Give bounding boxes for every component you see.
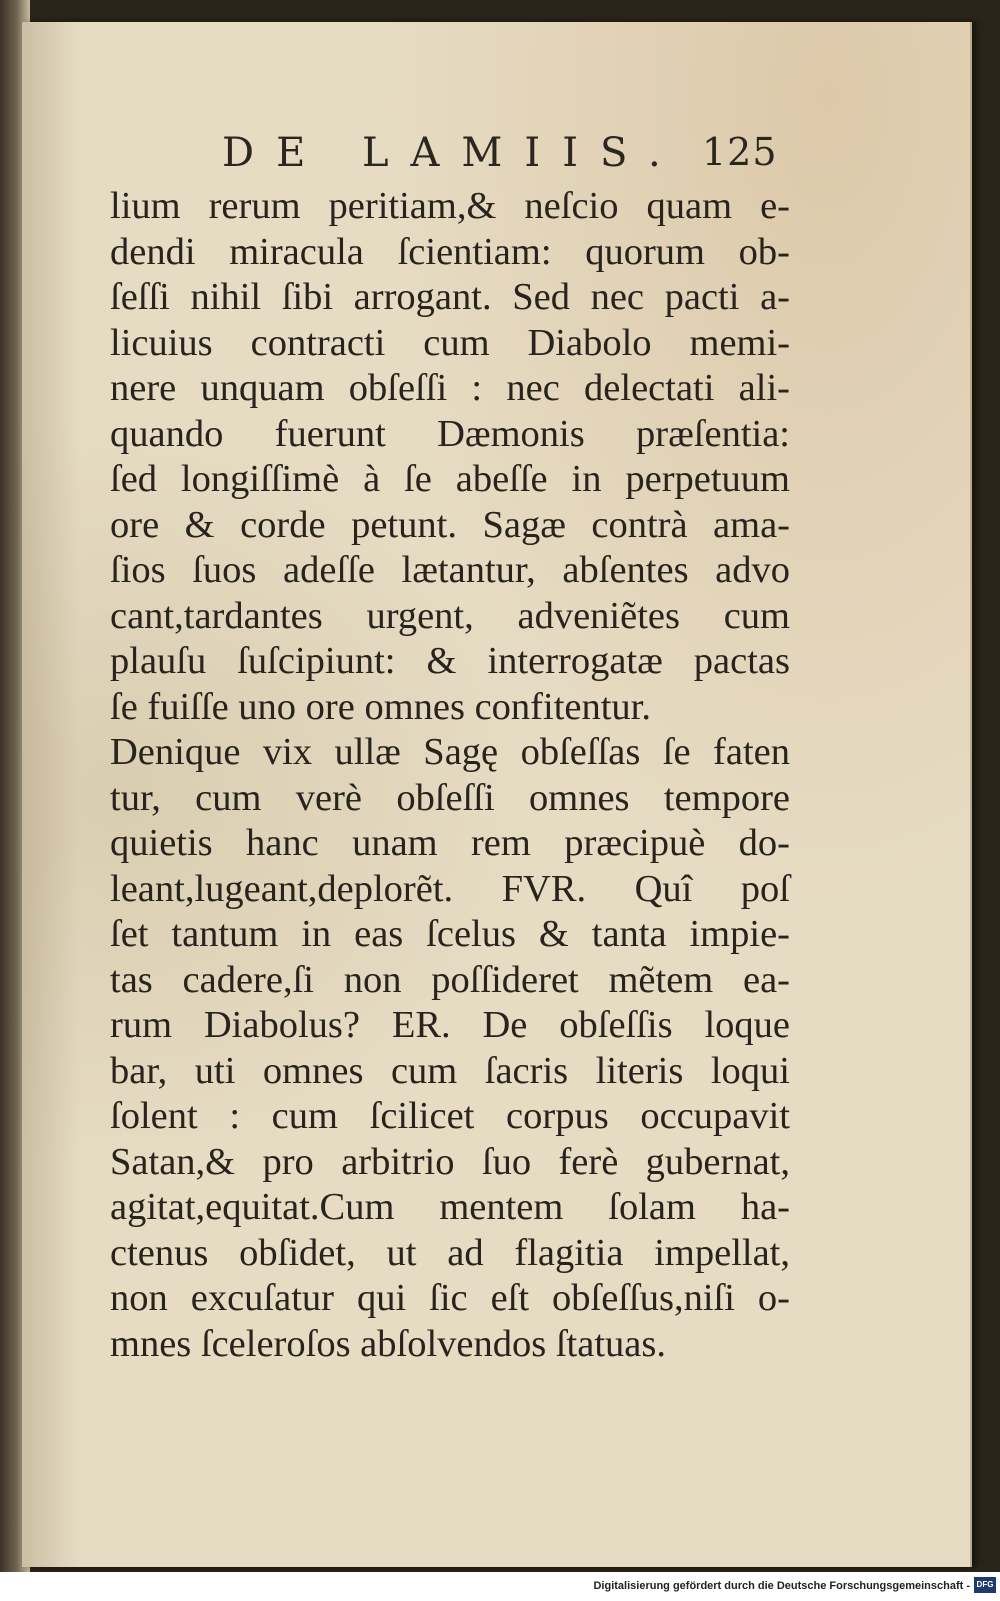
dfg-logo-icon: DFG xyxy=(974,1577,996,1593)
text-line: ſios ſuos adeſſe lætantur, abſentes advo xyxy=(110,549,790,591)
text-line: ſeſſi nihil ſibi arrogant. Sed nec pacti a- xyxy=(110,276,790,318)
text-line: tas cadere,ſi non poſſideret mẽtem ea- xyxy=(110,958,790,1001)
text-line: tur, cum verè obſeſſi omnes tempore xyxy=(110,776,790,819)
text-line: agitat,equitat.Cum mentem ſolam ha- xyxy=(110,1186,790,1228)
text-line: Denique vix ullæ Sagę obſeſſas ſe faten xyxy=(110,731,790,773)
page-header xyxy=(222,124,782,174)
text-line: plauſu ſuſcipiunt: & interrogatæ pactas xyxy=(110,640,790,682)
text-line: dendi miracula ſcientiam: quorum ob- xyxy=(110,230,790,273)
text-line: ſe fuiſſe uno ore omnes confitentur. xyxy=(110,685,651,728)
text-line: nere unquam obſeſſi : nec delectati ali- xyxy=(110,367,790,409)
text-line: cant,tardantes urgent, adveniẽtes cum xyxy=(110,594,790,637)
text-line: licuius contracti cum Diabolo memi- xyxy=(110,321,790,364)
text-line: rum Diabolus? ER. De obſeſſis loque xyxy=(110,1004,790,1046)
digitization-footer xyxy=(0,1572,1000,1601)
text-line: ſed longiſſimè à ſe abeſſe in perpetuum xyxy=(110,458,790,500)
text-line: lium rerum peritiam,& neſcio quam e- xyxy=(110,185,790,227)
text-line: mnes ſceleroſos abſolvendos ſtatuas. xyxy=(110,1322,666,1365)
running-title: DE LAMIIS. xyxy=(222,130,683,176)
text-line: quando fuerunt Dæmonis præſentia: xyxy=(110,412,790,455)
text-line: leant,lugeant,deplorẽt. FVR. Quî poſ xyxy=(110,867,790,910)
funding-credit: Digitalisierung gefördert durch die Deutsche Forschungsgemeinschaft - xyxy=(593,1580,970,1592)
text-line: ſolent : cum ſcilicet corpus occupavit xyxy=(110,1095,790,1137)
text-line: bar, uti omnes cum ſacris literis loqui xyxy=(110,1049,790,1092)
page-number: 125 xyxy=(702,130,778,174)
text-line: non excuſatur qui ſic eſt obſeſſus,niſi o- xyxy=(110,1277,790,1319)
book-page xyxy=(22,22,970,1567)
text-line: ore & corde petunt. Sagæ contrà ama- xyxy=(110,503,790,546)
text-line: quietis hanc unam rem præcipuè do- xyxy=(110,822,790,864)
text-line: Satan,& pro arbitrio ſuo ferè gubernat, xyxy=(110,1140,790,1183)
text-line: ſet tantum in eas ſcelus & tanta impie- xyxy=(110,913,790,955)
text-line: ctenus obſidet, ut ad flagitia impellat, xyxy=(110,1231,790,1274)
body-text xyxy=(110,184,790,1367)
